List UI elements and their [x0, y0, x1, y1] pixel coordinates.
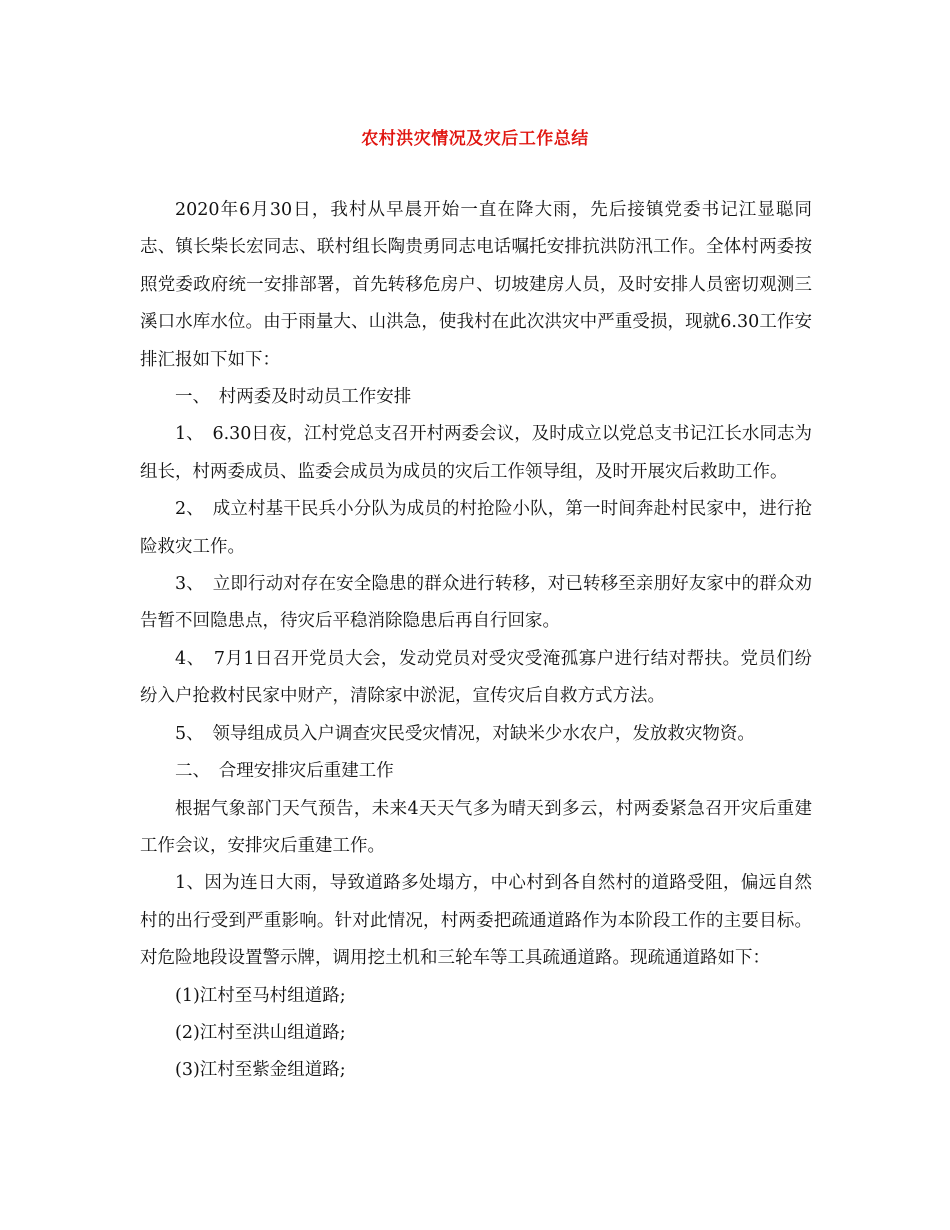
road-item-3: (3)江村至紫金组道路;	[175, 1060, 346, 1081]
list-item-2: 2、 成立村基干民兵小分队为成员的村抢险小队，第一时间奔赴村民家中，进行抢险救灾工作。	[140, 499, 812, 557]
list-item-5: 5、 领导组成员入户调查灾民受灾情况，对缺米少水农户，发放救灾物资。	[175, 723, 755, 744]
section-heading-1: 一、 村两委及时动员工作安排	[175, 387, 412, 408]
paragraph-road-clearing: 1、因为连日大雨，导致道路多处塌方，中心村到各自然村的道路受阻，偏远自然村的出行受到严重影响。针对此情况，村两委把疏通道路作为本阶段工作的主要目标。对危险地段设置警示牌，调用挖土机和三轮车等工具疏通道路。现疏通道路如下：	[140, 873, 812, 969]
road-item-1: (1)江村至马村组道路;	[175, 985, 346, 1006]
document-body	[140, 192, 812, 1090]
road-item-2: (2)江村至洪山组道路;	[175, 1022, 346, 1043]
document-title: 农村洪灾情况及灾后工作总结	[361, 129, 589, 149]
paragraph-weather: 根据气象部门天气预告，未来4天天气多为晴天到多云，村两委紧急召开灾后重建工作会议，安排灾后重建工作。	[140, 798, 812, 856]
list-item-4: 4、 7月1日召开党员大会，发动党员对受灾受淹孤寡户进行结对帮扶。党员们纷纷入户抢救村民家中财产，清除家中淤泥，宣传灾后自救方式方法。	[140, 648, 812, 707]
list-item-1: 1、 6.30日夜，江村党总支召开村两委会议，及时成立以党总支书记江长水同志为组长，村两委成员、监委会成员为成员的灾后工作领导组，及时开展灾后救助工作。	[140, 424, 812, 482]
section-heading-2: 二、 合理安排灾后重建工作	[175, 761, 394, 782]
list-item-3: 3、 立即行动对存在安全隐患的群众进行转移，对已转移至亲朋好友家中的群众劝告暂不回隐患点，待灾后平稳消除隐患后再自行回家。	[140, 574, 812, 632]
paragraph-intro: 2020年6月30日，我村从早晨开始一直在降大雨，先后接镇党委书记江显聪同志、镇长柴长宏同志、联村组长陶贵勇同志电话嘱托安排抗洪防汛工作。全体村两委按照党委政府统一安排部署，首先转移危房户、切坡建房人员，及时安排人员密切观测三溪口水库水位。由于雨量大、山洪急，使我村在此次洪灾中严重受损，现就6.30工作安排汇报如下如下：	[140, 200, 812, 370]
